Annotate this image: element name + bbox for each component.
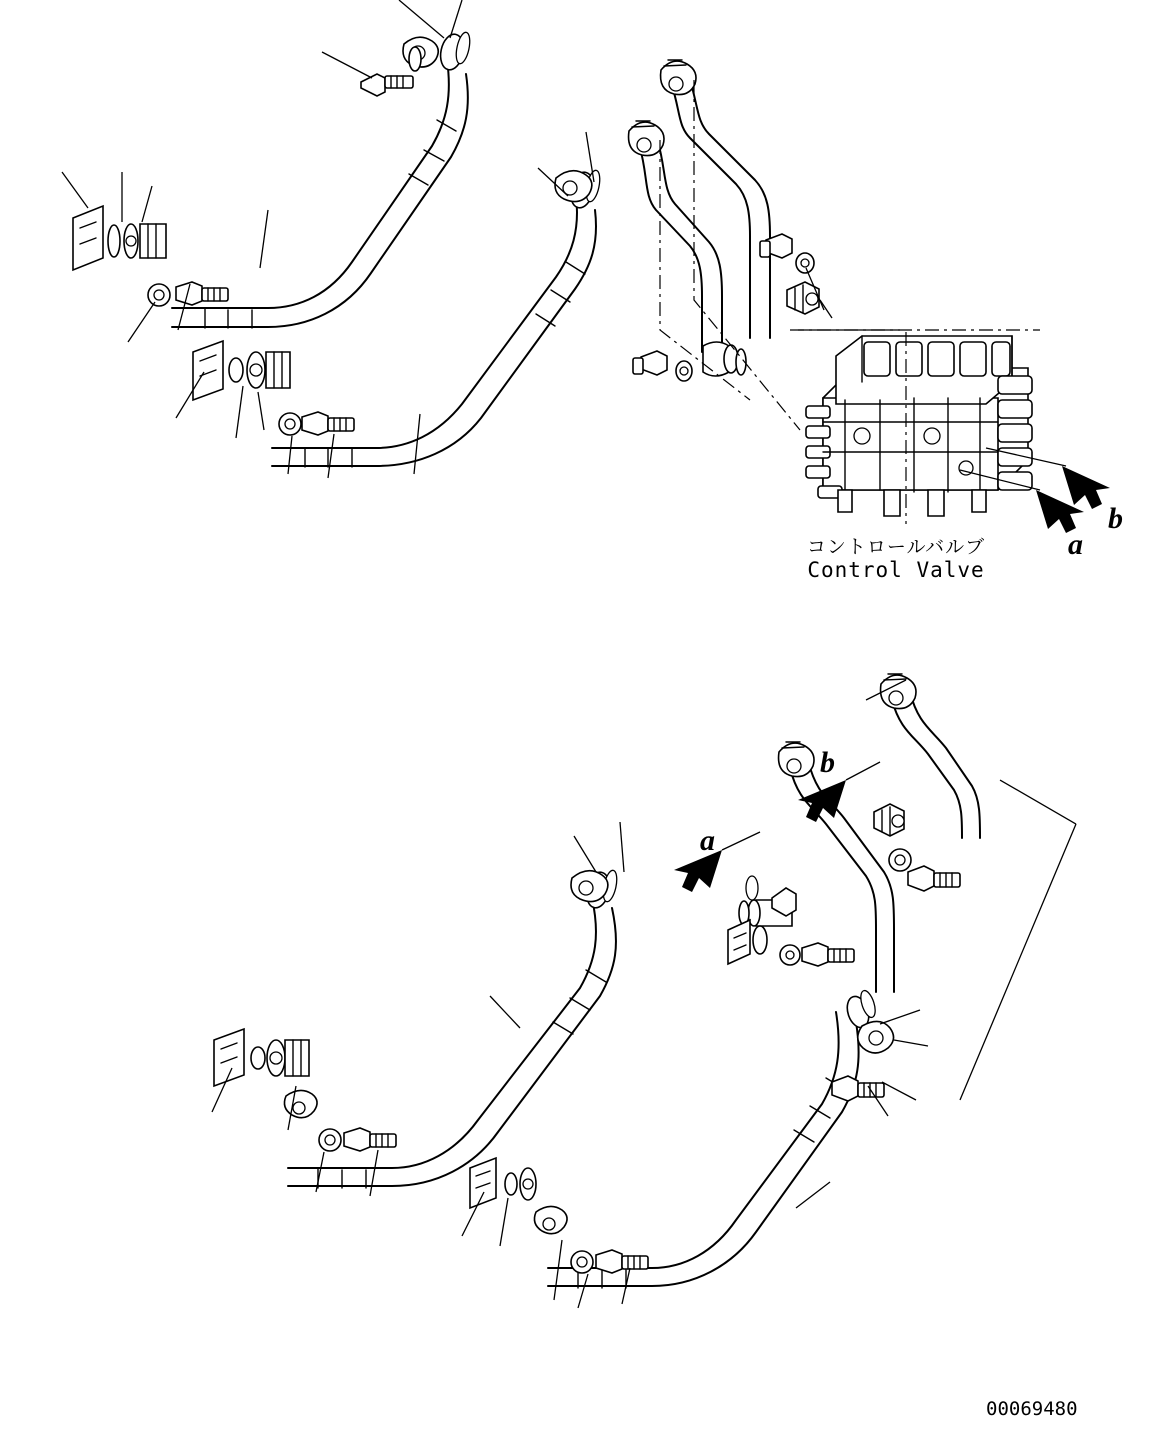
callout-a-lower: a (700, 824, 715, 857)
fitting-lower-clamp-2 (881, 674, 916, 709)
hose-lower-2 (548, 1012, 859, 1288)
washer-lower-1 (889, 849, 911, 871)
leader-lines-lower (212, 680, 1076, 1308)
flange-upper-left-2 (193, 341, 290, 400)
elbow-upper-1 (703, 342, 746, 376)
bolt-lower-3 (571, 1250, 648, 1273)
tube-lower-2 (892, 692, 980, 838)
callout-a-upper: a (1068, 528, 1083, 561)
fitting-tube-clamp-2 (629, 121, 664, 156)
fitting-lower-hose2-top (844, 989, 894, 1053)
leader-lines-upper (62, 0, 832, 478)
flange-upper-left-1 (73, 206, 166, 270)
bolt-upper-1 (361, 47, 421, 96)
bolt-lower-5 (780, 943, 854, 966)
o-ring-lower-1 (746, 876, 758, 900)
fitting-tube-clamp-1 (661, 60, 696, 95)
bolt-lower-1 (319, 1128, 396, 1151)
control-valve-label-en: Control Valve (807, 558, 985, 582)
nut-lower-1 (874, 804, 904, 836)
flange-lower-right-2 (470, 1158, 567, 1234)
fitting-lower-clamp-1 (779, 742, 814, 777)
bolt-upper-3 (279, 412, 354, 435)
tube-upper-to-valve-2 (640, 142, 722, 352)
callout-b-upper: b (1108, 502, 1123, 535)
fitting-upper-hose2-top (555, 169, 602, 210)
bolt-lower-4 (908, 866, 960, 891)
control-valve-body (806, 336, 1032, 516)
fitting-lower-hose1-top (571, 869, 619, 910)
bolt-upper-4 (760, 234, 814, 273)
control-valve-label-jp: コントロールバルブ (806, 536, 986, 558)
bolt-upper-5 (633, 351, 692, 381)
drawing-number: 00069480 (986, 1398, 1078, 1420)
callout-b-lower: b (820, 746, 835, 779)
